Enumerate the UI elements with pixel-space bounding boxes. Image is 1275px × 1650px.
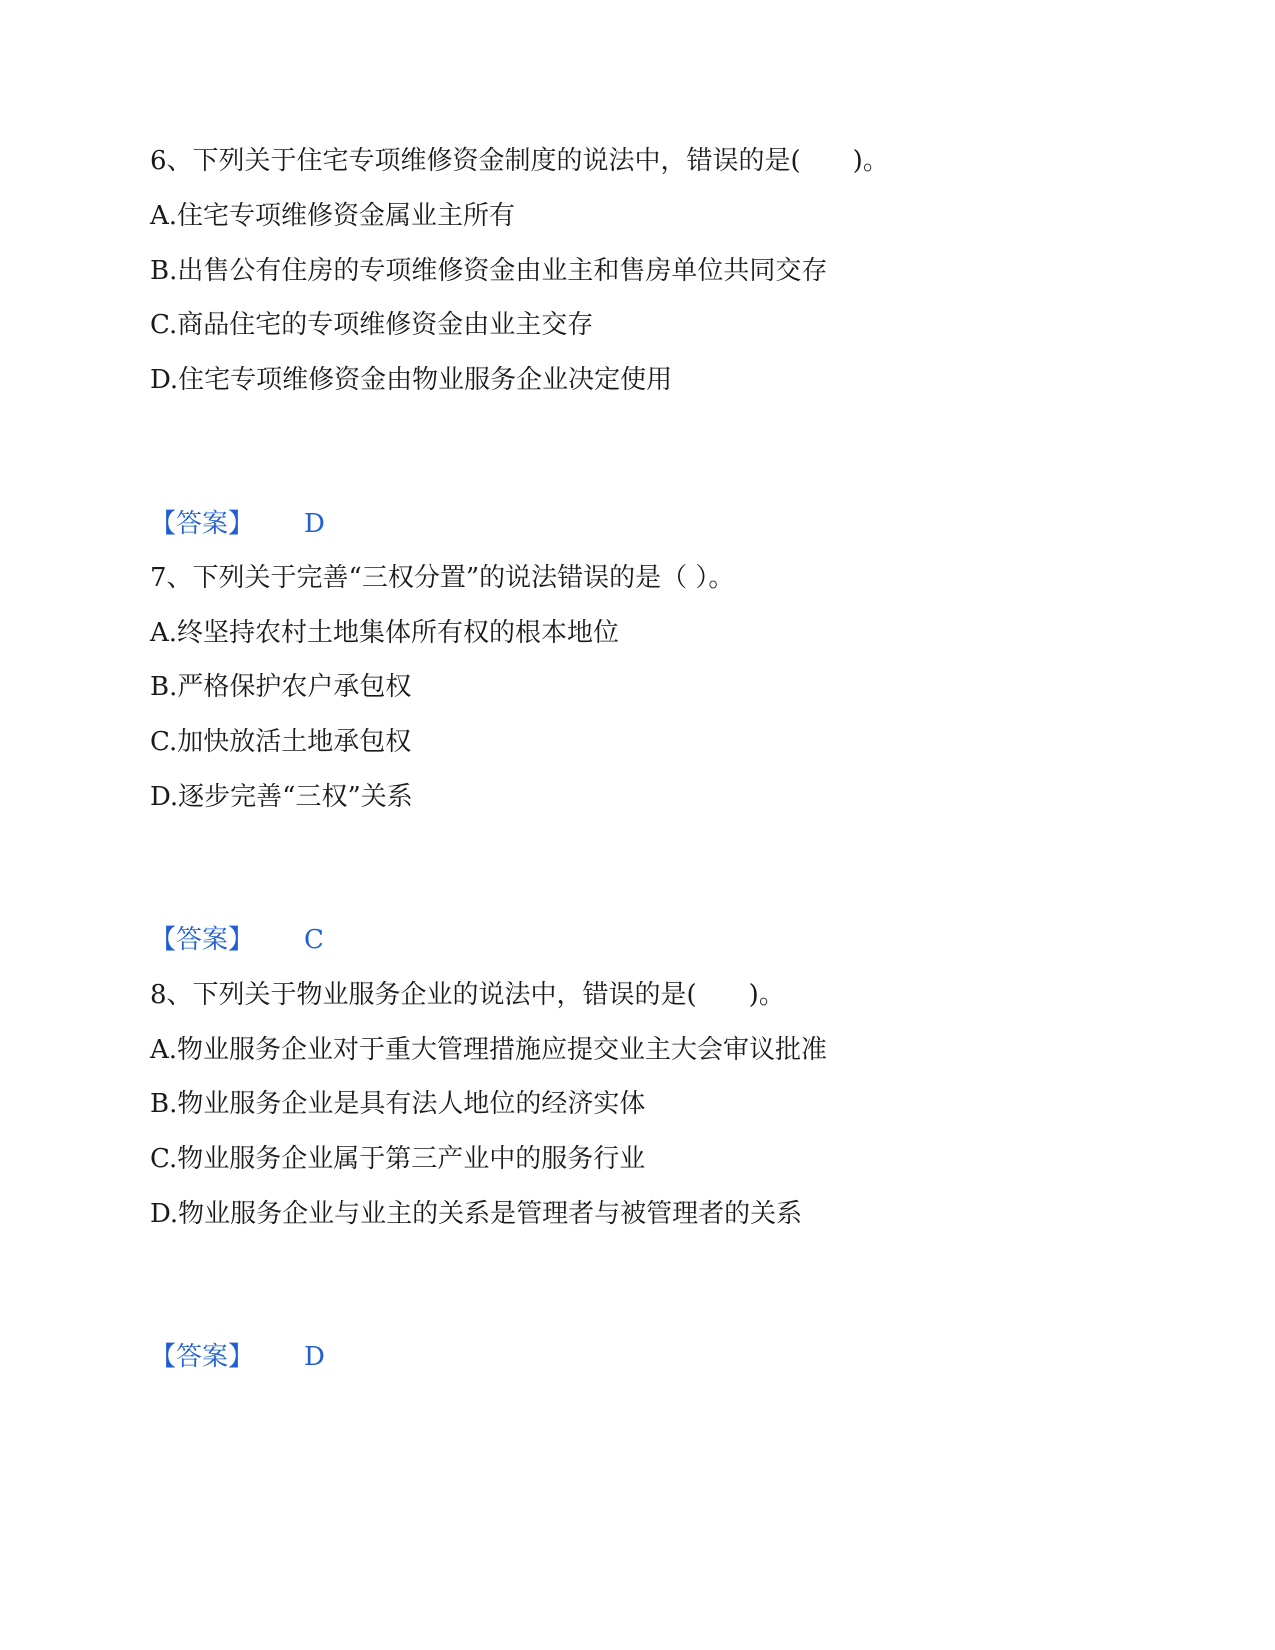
answer-value: C — [304, 925, 324, 955]
question-7-option-a: A.终坚持农村土地集体所有权的根本地位 — [150, 618, 620, 648]
question-8-stem: 8、下列关于物业服务企业的说法中，错误的是( )。 — [150, 980, 785, 1010]
question-6-stem: 6、下列关于住宅专项维修资金制度的说法中，错误的是( )。 — [150, 146, 889, 176]
answer-label: 【答案】 — [150, 925, 255, 955]
question-7-option-c: C.加快放活土地承包权 — [150, 727, 412, 757]
question-7-stem: 7、下列关于完善“三权分置”的说法错误的是（ ）。 — [150, 563, 735, 593]
question-6-answer — [150, 507, 325, 541]
question-6-option-d: D.住宅专项维修资金由物业服务企业决定使用 — [150, 365, 673, 395]
question-6-option-a: A.住宅专项维修资金属业主所有 — [150, 201, 516, 231]
question-8-option-c: C.物业服务企业属于第三产业中的服务行业 — [150, 1144, 646, 1174]
question-7-option-b: B.严格保护农户承包权 — [150, 672, 412, 702]
answer-value: D — [304, 1342, 325, 1372]
answer-value: D — [304, 509, 325, 539]
question-8-option-a: A.物业服务企业对于重大管理措施应提交业主大会审议批准 — [150, 1035, 828, 1065]
question-8-answer — [150, 1340, 325, 1374]
question-8-option-b: B.物业服务企业是具有法人地位的经济实体 — [150, 1089, 646, 1119]
question-7-option-d: D.逐步完善“三权”关系 — [150, 782, 413, 812]
question-8-option-d: D.物业服务企业与业主的关系是管理者与被管理者的关系 — [150, 1199, 803, 1229]
question-7-answer — [150, 923, 324, 957]
question-6-option-c: C.商品住宅的专项维修资金由业主交存 — [150, 310, 594, 340]
question-6-option-b: B.出售公有住房的专项维修资金由业主和售房单位共同交存 — [150, 256, 828, 286]
answer-label: 【答案】 — [150, 1342, 255, 1372]
answer-label: 【答案】 — [150, 509, 255, 539]
